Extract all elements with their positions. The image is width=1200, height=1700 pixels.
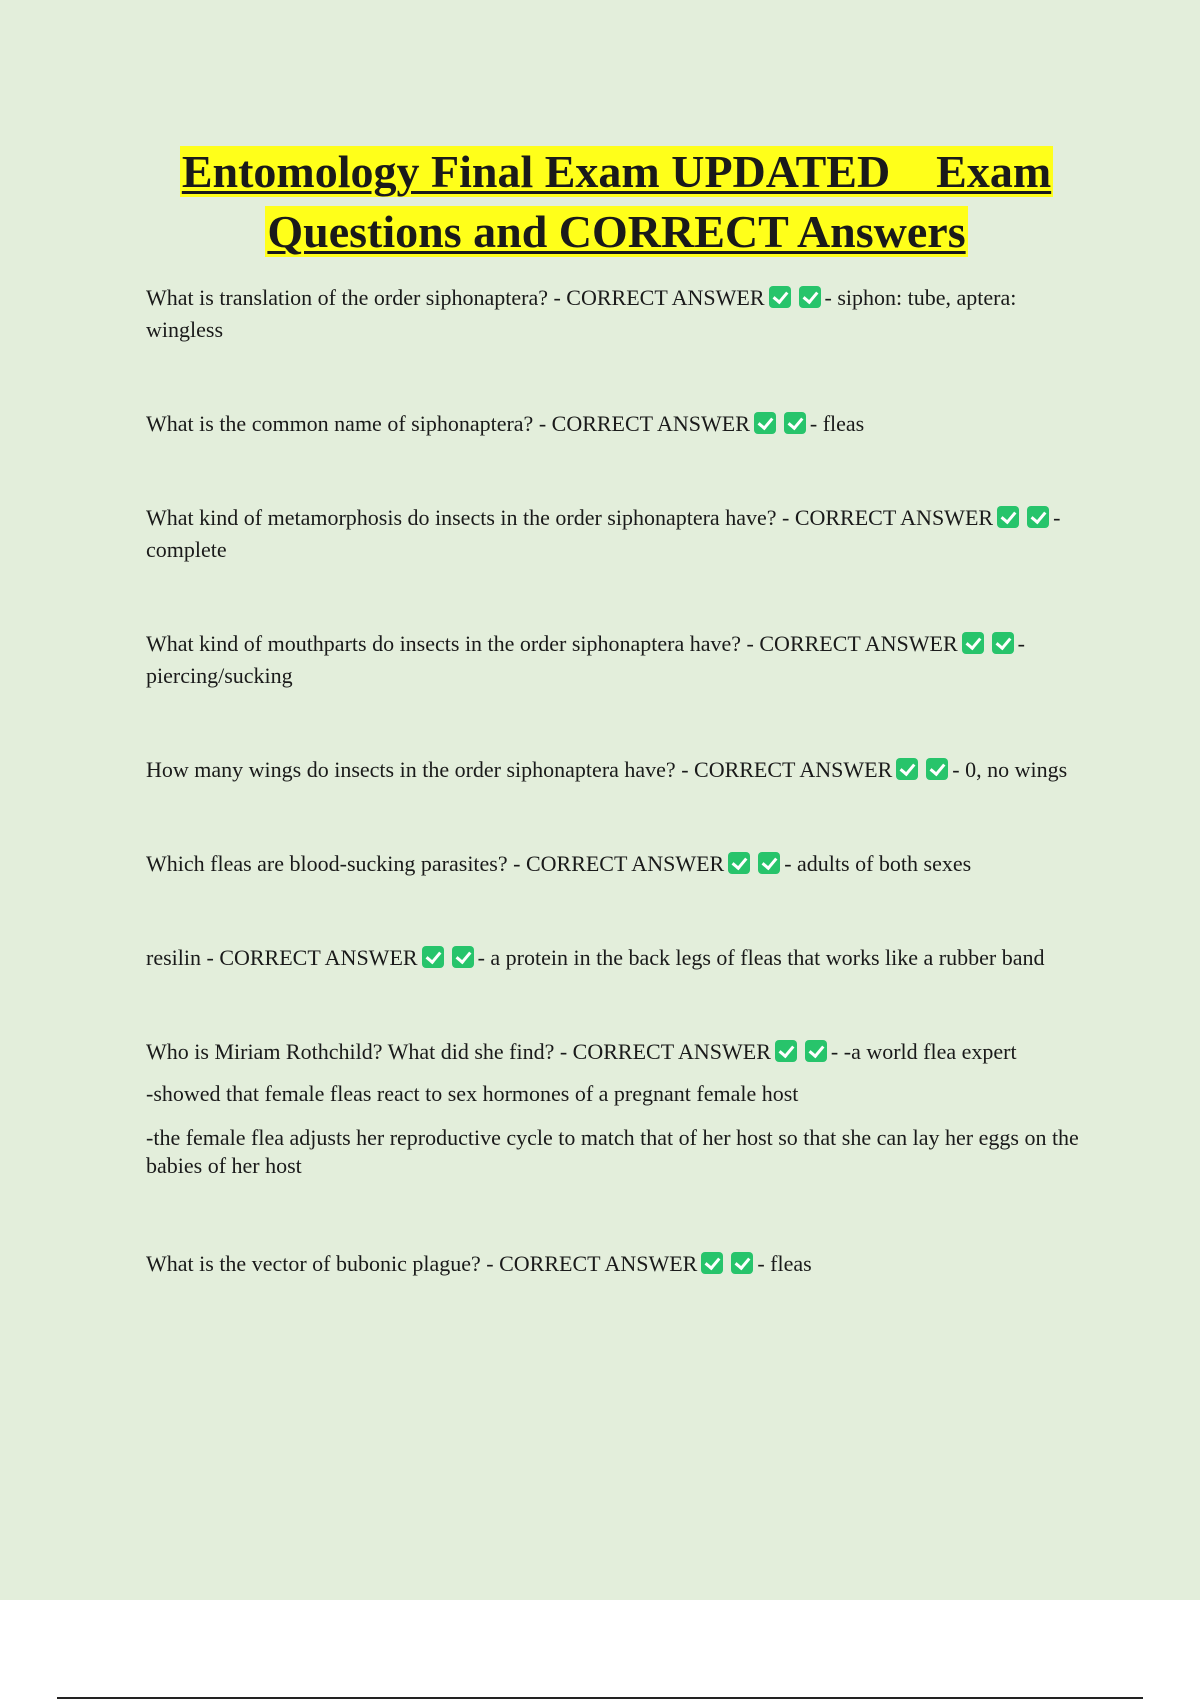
check-mark-icon xyxy=(758,852,780,874)
title-line-2: Questions and CORRECT Answers xyxy=(267,206,966,257)
question-text: What kind of metamorphosis do insects in the order siphonaptera have? - CORRECT ANSWER xyxy=(146,505,994,530)
footer-divider xyxy=(57,1697,1143,1699)
qa-item xyxy=(146,754,1086,786)
check-mark-icon xyxy=(775,1040,797,1062)
check-mark-icon xyxy=(728,852,750,874)
qa-item xyxy=(146,942,1086,974)
question-text: What kind of mouthparts do insects in the order siphonaptera have? - CORRECT ANSWER xyxy=(146,631,958,656)
answer-text: - siphon: tube, aptera: wingless xyxy=(146,285,1017,342)
document-title xyxy=(0,142,1200,262)
answer-text: - complete xyxy=(146,505,1061,562)
check-mark-icon xyxy=(452,946,474,968)
check-mark-icon xyxy=(754,412,776,434)
check-mark-icon xyxy=(731,1252,753,1274)
answer-text: - adults of both sexes xyxy=(784,851,972,876)
check-mark-icon xyxy=(1027,506,1049,528)
answer-detail: -the female flea adjusts her reproductive cycle to match that of her host so that she can lay her eggs on the babies of her host xyxy=(146,1125,1079,1178)
answer-text: - 0, no wings xyxy=(952,757,1068,782)
question-text: What is the vector of bubonic plague? - CORRECT ANSWER xyxy=(146,1251,698,1276)
title-line-1: Entomology Final Exam UPDATED Exam xyxy=(181,146,1052,197)
answer-text: - fleas xyxy=(809,411,865,436)
qa-item xyxy=(146,1248,1086,1280)
qa-item xyxy=(146,502,1086,566)
qa-item xyxy=(146,848,1086,880)
answer-detail: -showed that female fleas react to sex hormones of a pregnant female host xyxy=(146,1081,799,1106)
question-text: Which fleas are blood-sucking parasites? - CORRECT ANSWER xyxy=(146,851,725,876)
check-mark-icon xyxy=(997,506,1019,528)
check-mark-icon xyxy=(769,286,791,308)
question-text: How many wings do insects in the order siphonaptera have? - CORRECT ANSWER xyxy=(146,757,893,782)
question-text: What is the common name of siphonaptera? - CORRECT ANSWER xyxy=(146,411,750,436)
question-text: What is translation of the order siphonaptera? - CORRECT ANSWER xyxy=(146,285,765,310)
check-mark-icon xyxy=(992,632,1014,654)
check-mark-icon xyxy=(422,946,444,968)
check-mark-icon xyxy=(805,1040,827,1062)
qa-item xyxy=(146,628,1086,692)
question-text: resilin - CORRECT ANSWER xyxy=(146,945,418,970)
qa-item xyxy=(146,1036,1086,1068)
check-mark-icon xyxy=(701,1252,723,1274)
check-mark-icon xyxy=(962,632,984,654)
answer-text: - a protein in the back legs of fleas that works like a rubber band xyxy=(477,945,1045,970)
check-mark-icon xyxy=(799,286,821,308)
qa-item xyxy=(146,408,1086,440)
check-mark-icon xyxy=(896,758,918,780)
answer-text: - piercing/sucking xyxy=(146,631,1025,688)
question-text: Who is Miriam Rothchild? What did she find? - CORRECT ANSWER xyxy=(146,1039,771,1064)
answer-text: - -a world flea expert xyxy=(830,1039,1017,1064)
check-mark-icon xyxy=(784,412,806,434)
qa-item xyxy=(146,282,1086,346)
check-mark-icon xyxy=(926,758,948,780)
answer-text: - fleas xyxy=(757,1251,812,1276)
qa-list xyxy=(146,282,1086,1280)
